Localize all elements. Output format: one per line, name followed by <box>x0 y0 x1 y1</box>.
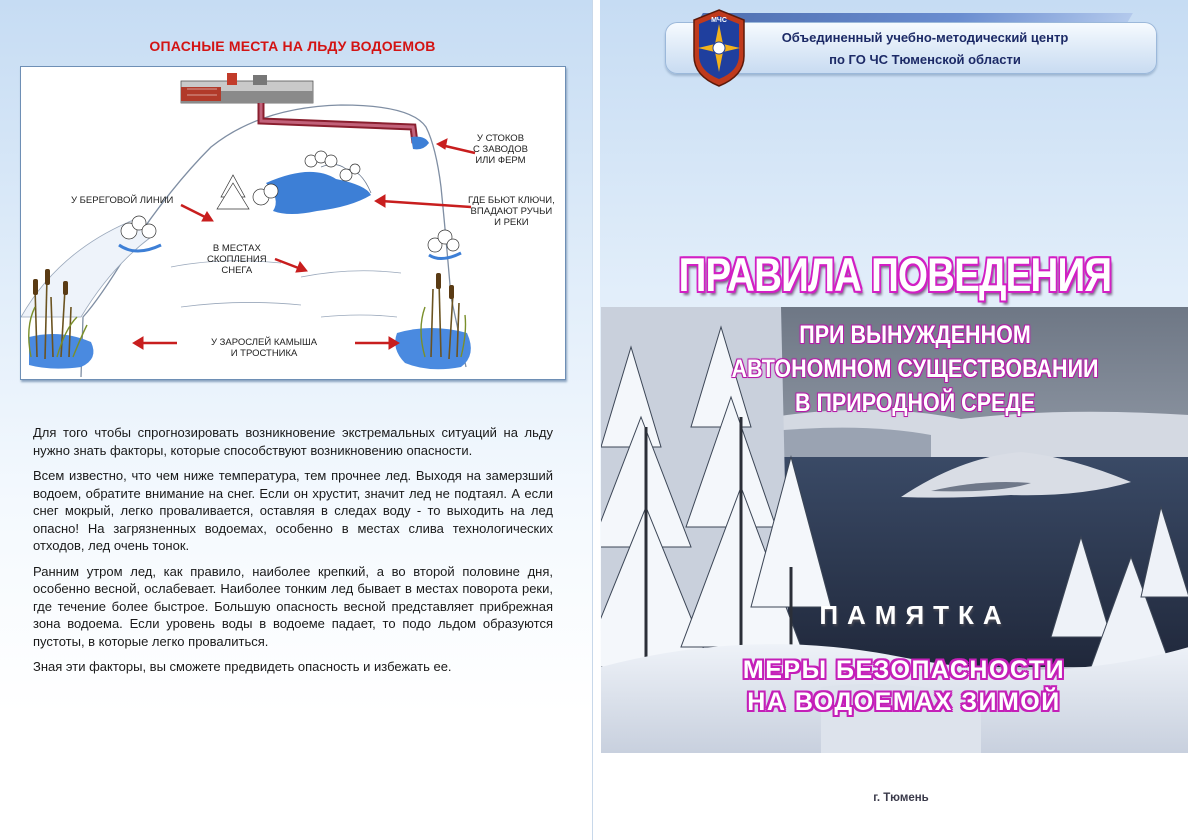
paragraph: Для того чтобы спрогнозировать возникновение экстремальных ситуаций на льду нужно знать факторы, которые способствуют возникновению опасности. <box>33 425 553 458</box>
org-name-line1: Объединенный учебно-методический центр <box>781 30 1069 45</box>
emblem-text: МЧС <box>711 17 727 24</box>
subtitle: ПРИ ВЫНУЖДЕННОМ АВТОНОМНОМ СУЩЕСТВОВАНИИ В ПРИРОДНОЙ СРЕДЕ <box>731 321 1099 417</box>
factory-icon <box>181 73 313 103</box>
article-text <box>33 424 553 684</box>
paragraph: Всем известно, что чем ниже температура, тем прочнее лед. Выходя на замерзший водоем, обратите внимание на снег. Если он хрустит, значит лед не подтаял. А если снег мокрый, легко проваливается, оставляя в следах воду - то выходить на лед опасно! На загрязненных водоемах, особенно в местах слива технологических отходов, лед очень тонок. <box>33 468 553 553</box>
safety-measures-title: МЕРЫ БЕЗОПАСНОСТИ НА ВОДОЕМАХ ЗИМОЙ <box>742 656 1066 716</box>
city-name: г. Тюмень <box>873 792 929 804</box>
warning-arrows <box>133 139 475 349</box>
org-name-line2: по ГО ЧС Тюменской области <box>829 52 1021 67</box>
page-fold <box>593 0 599 840</box>
label-reeds: У ЗАРОСЛЕЙ КАМЫША И ТРОСТНИКА <box>211 337 318 359</box>
paragraph: Зная эти факторы, вы сможете предвидеть опасность и избежать ее. <box>33 659 452 674</box>
label-springs: ГДЕ БЬЮТ КЛЮЧИ, ВПАДАЮТ РУЧЬИ И РЕКИ <box>468 195 555 228</box>
memo-label: ПАМЯТКА <box>819 600 1011 630</box>
reeds-right-icon <box>395 273 471 369</box>
left-page <box>0 0 593 840</box>
emercom-emblem-icon <box>690 8 748 88</box>
diagram-title: ОПАСНЫЕ МЕСТА НА ЛЬДУ ВОДОЕМОВ <box>149 38 436 54</box>
label-snow: В МЕСТАХ СКОПЛЕНИЯ СНЕГА <box>207 243 267 276</box>
paragraph: Ранним утром лед, как правило, наиболее крепкий, а во второй половине дня, особенно весной, ослабевает. Наиболее тонким лед бывает в местах поворота реки, где течение более быстрое. Большую опасность весной представляет прибрежная зона водоема. Если уровень воды в водоеме падает, то подо льдом образуются пустоты, в которые легко провалиться. <box>33 563 553 649</box>
main-title: ПРАВИЛА ПОВЕДЕНИЯ <box>678 248 1112 301</box>
label-shoreline: У БЕРЕГОВОЙ ЛИНИИ <box>71 195 174 206</box>
label-drains: У СТОКОВ С ЗАВОДОВ ИЛИ ФЕРМ <box>473 133 528 166</box>
ice-danger-diagram <box>20 66 566 380</box>
